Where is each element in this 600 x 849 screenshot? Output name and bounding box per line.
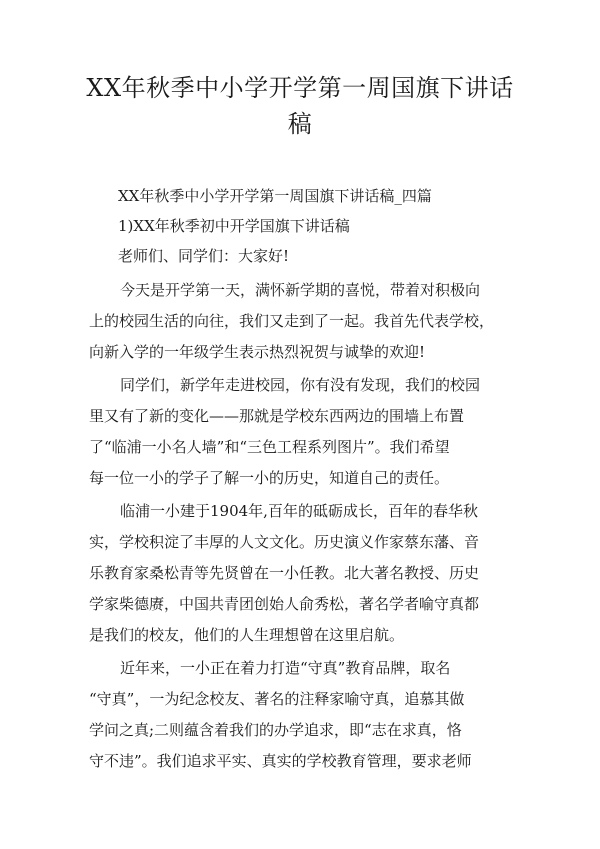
title-line-2: 稿	[287, 110, 313, 138]
paragraph-line: 守不违”。我们追求平实、真实的学校教育管理，要求老师	[89, 752, 472, 770]
paragraph-line: 向新入学的一年级学生表示热烈祝贺与诚挚的欢迎!	[89, 343, 426, 361]
title-line-1: XX年秋季中小学开学第一周国旗下讲话	[86, 74, 514, 102]
paragraph-line: 临浦一小建于1904年,百年的砥砺成长，百年的春华秋	[120, 502, 478, 520]
paragraph-line: 每一位一小的学子了解一小的历史，知道自己的责任。	[89, 469, 450, 487]
paragraph-line: 上的校园生活的向往，我们又走到了一起。我首先代表学校，	[89, 312, 495, 330]
paragraph-line: 了“临浦一小名人墙”和“三色工程系列图片”。我们希望	[89, 438, 450, 456]
paragraph-line: 学家柴德赓，中国共青团创始人俞秀松，著名学者喻守真都	[89, 595, 480, 613]
greeting: 老师们、同学们：大家好!	[118, 247, 290, 265]
paragraph-line: “守真”，一为纪念校友、著名的注释家喻守真，追慕其做	[89, 690, 465, 708]
document-title	[80, 70, 520, 142]
paragraph-line: 今天是开学第一天，满怀新学期的喜悦，带着对积极向	[120, 281, 481, 299]
paragraph-line: 里又有了新的变化——那就是学校东西两边的围墙上布置	[89, 407, 465, 425]
paragraph-line: 实，学校积淀了丰厚的人文文化。历史演义作家蔡东藩、音	[89, 533, 480, 551]
document-subtitle: XX年秋季中小学开学第一周国旗下讲话稿_四篇	[118, 187, 432, 205]
paragraph-line: 是我们的校友，他们的人生理想曾在这里启航。	[89, 626, 405, 644]
paragraph-line: 学问之真;二则蕴含着我们的办学追求，即“志在求真，恪	[89, 721, 462, 739]
paragraph-line: 近年来，一小正在着力打造“守真”教育品牌，取名	[120, 659, 451, 677]
section-heading: 1)XX年秋季初中开学国旗下讲话稿	[118, 217, 350, 235]
paragraph-line: 乐教育家桑松青等先贤曾在一小任教。北大著名教授、历史	[89, 564, 480, 582]
paragraph-line: 同学们，新学年走进校园，你有没有发现，我们的校园	[120, 376, 481, 394]
